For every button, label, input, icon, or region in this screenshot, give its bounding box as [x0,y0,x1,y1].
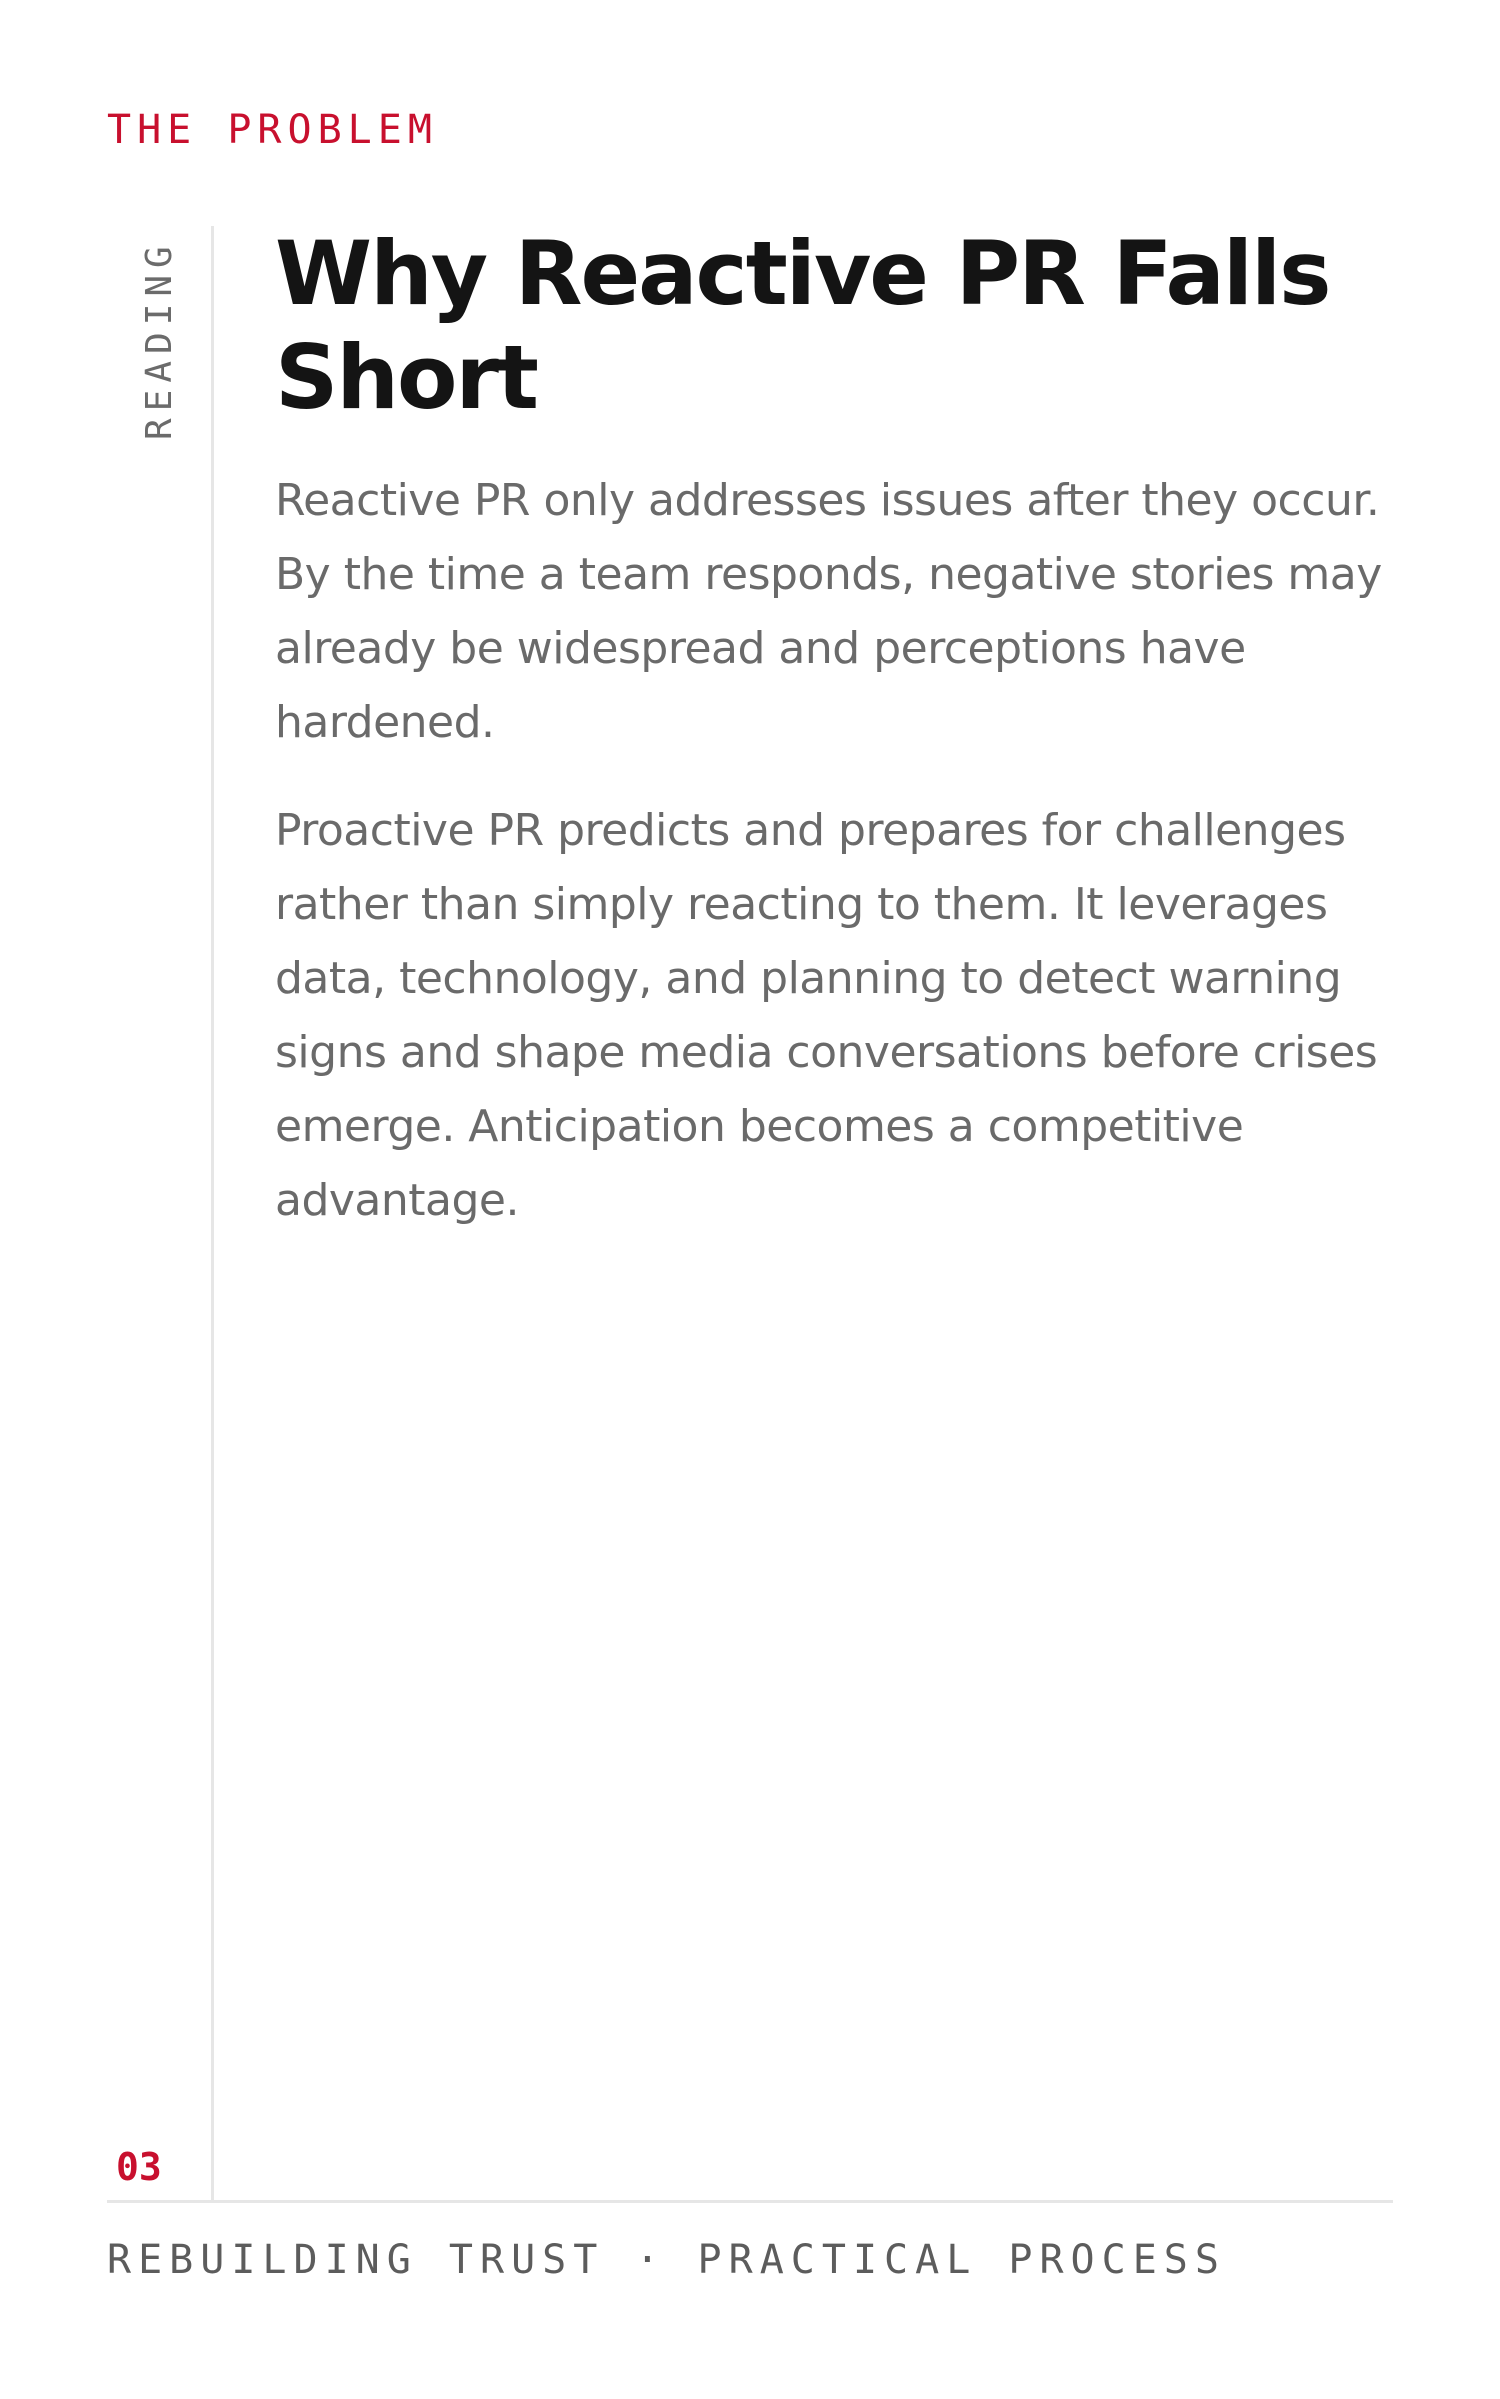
page-title: Why Reactive PR Falls Short [275,222,1330,429]
footer-divider [107,2200,1393,2203]
article-content [275,222,1405,1238]
paragraph-reactive: Reactive PR only addresses issues after they occur. By the time a team responds, negative stories may already be widespread and perceptions have hardened. [275,475,1382,748]
reading-vertical-label: READING [139,239,180,440]
page-number: 03 [116,2145,162,2189]
side-rail-divider [211,226,214,2200]
paragraph-proactive: Proactive PR predicts and prepares for challenges rather than simply reacting to them. It leverages data, technology, and planning to detect warning signs and shape media conversations before crises emerge. Anticipation becomes a competitive advantage. [275,805,1378,1226]
footer-text: REBUILDING TRUST · PRACTICAL PROCESS [107,2237,1226,2283]
section-label: THE PROBLEM [107,107,438,153]
